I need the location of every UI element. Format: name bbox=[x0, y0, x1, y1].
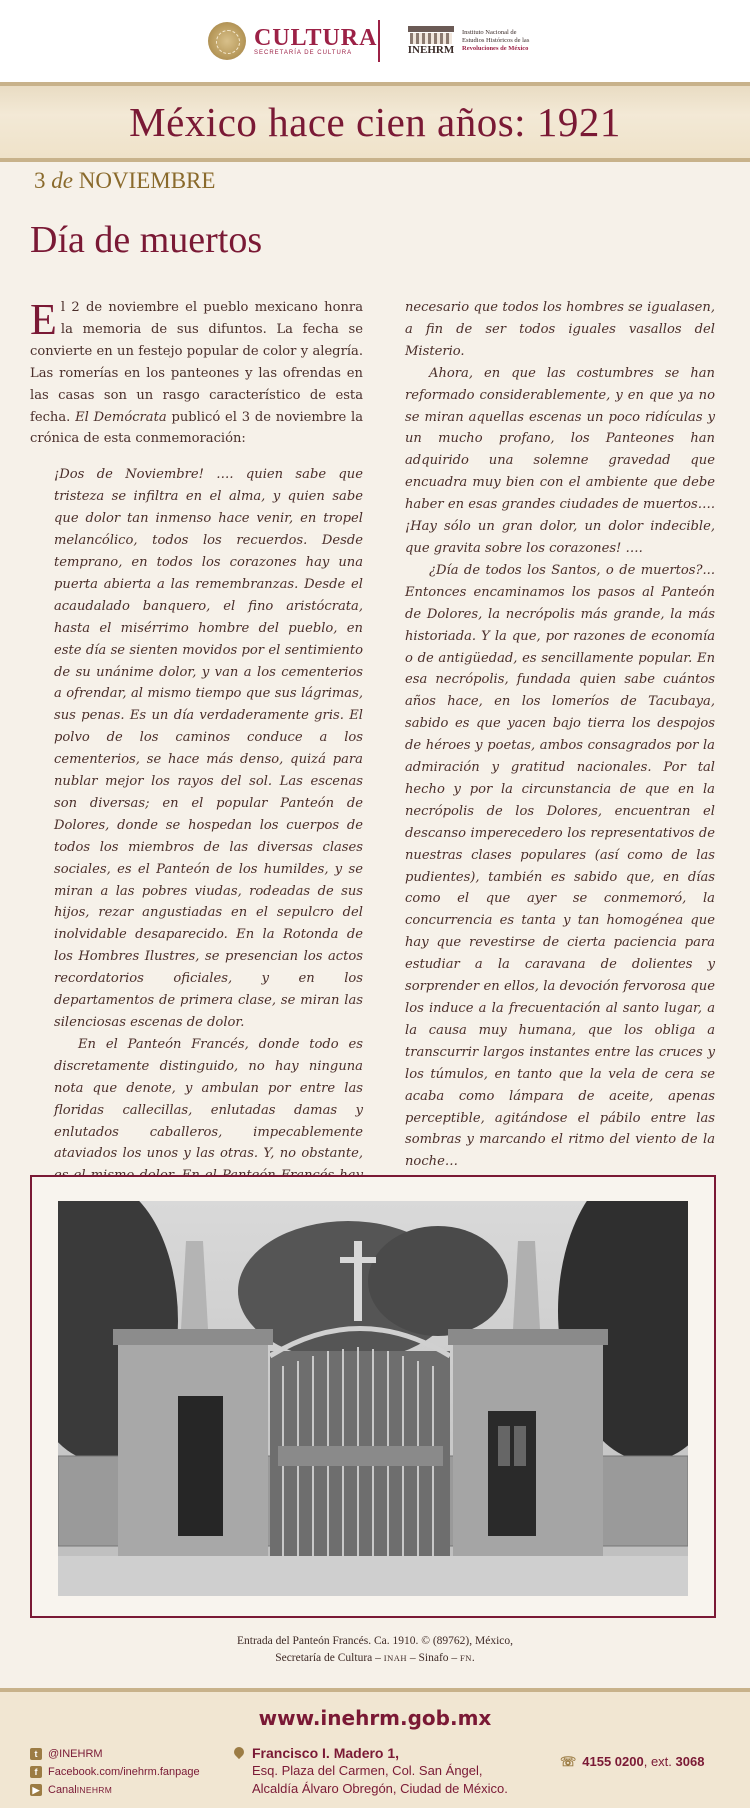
inehrm-line-1: Instituto Nacional de bbox=[462, 29, 517, 36]
facebook-link[interactable] bbox=[30, 1763, 200, 1781]
drop-cap: E bbox=[30, 295, 57, 344]
inehrm-logo-text: INEHRM bbox=[407, 44, 455, 56]
inehrm-logo-subtext bbox=[462, 29, 529, 53]
address-line-2: Esq. Plaza del Carmen, Col. San Ángel, bbox=[252, 1763, 483, 1778]
address-block bbox=[252, 1744, 508, 1798]
quote-paragraph-4: ¿Día de todos los Santos, o de muertos?... Entonces encaminamos los pasos al Panteón de Dolores, la necrópolis más grande, la más historiada. Y la que, por razones de economía o de antigüedad, es sencillamente popular. En esa necrópolis, fundada quien sabe cuántos años hace, en los lomeríos de Tacubaya, sabido es que yacen bajo tierra los despojos de héroes y poetas, ambos consagrados por la admiración y gratitud nacionales. Por tal hecho y por la circunstancia de que en la necrópolis de los Dolores, encuentran el descanso imperecedero los representativos de nuestras clases populares (así como de las pudientes), también es sabido que, en días como el que ayer se conmemoró, la concurrencia es tanta y tan homogénea que hay que revestirse de cierta paciencia para estudiar a la caravana de dolientes y sorprender en ellos, la devoción fervorosa que los induce a la frecuentación al santo lugar, a la causa muy humana, que los obliga a transcurrir largos instantes entre las cruces y los túmulos, en tanto que la vela de cera se acaba como lámpara de aceite, apenas perceptible, agitándose el pábilo entre las sombras y marcando el ritmo del viento de la noche… bbox=[405, 562, 715, 1170]
canal-name: INEHRM bbox=[76, 1785, 113, 1795]
intro-text-1: l 2 de noviembre el pueblo mexicano honra la memoria de sus difuntos. La fecha se convierte en un festejo popular de color y alegría. Las romerías en los panteones y las ofrendas en las casas son un rasgo característico de esta fecha. bbox=[30, 300, 363, 425]
quote-continuation: necesario que todos los hombres se igualasen, a fin de ser todos iguales vasallos del Misterio. bbox=[405, 300, 715, 359]
building-icon bbox=[406, 26, 456, 56]
phone-block[interactable] bbox=[560, 1754, 704, 1770]
quote-paragraph-1: ¡Dos de Noviembre! …. quien sabe que tristeza se infiltra en el alma, y quien sabe que dolor tan inmenso hace venir, en tropel melancólico, todos los recuerdos. Desde temprano, en todos los corazones hay una puerta abierta a las remembranzas. Desde el acaudalado banquero, el fino aristócrata, hasta el misérrimo hombre del pueblo, en este día se sienten movidos por el sentimiento de su unánime dolor, y van a los cementerios a ofrendar, al mismo tiempo que sus lágrimas, sus penas. Es un día verdaderamente gris. El polvo de los caminos conduce a los cementerios, se hace más denso, quizá para nublar mejor los rayos del sol. Las escenas son diversas; en el popular Panteón de Dolores, donde se hospedan los cuerpos de todos los miembros de las diversas clases sociales, es el Panteón de los humildes, y se miran a las pobres viudas, rodeadas de sus hijos, rezar angustiadas en el sepulcro del inolvidable desaparecido. En la Rotonda de los Hombres Ilustres, se presencian los actos recordatorios oficiales, y en los departamentos de primera clase, se miran las silenciosas escenas de dolor. bbox=[54, 467, 363, 1030]
national-seal-icon bbox=[208, 22, 246, 60]
caption-inah: INAH bbox=[383, 1653, 408, 1663]
left-column bbox=[30, 297, 363, 1319]
social-links bbox=[30, 1745, 200, 1799]
cultura-logo[interactable] bbox=[208, 22, 377, 60]
youtube-icon: ▶ bbox=[30, 1784, 42, 1796]
cemetery-gate-photo bbox=[58, 1201, 688, 1596]
photo-caption bbox=[0, 1633, 750, 1667]
caption-line-2b: – Sinafo – bbox=[407, 1652, 461, 1664]
website-link[interactable]: www.inehrm.gob.mx bbox=[258, 1706, 492, 1730]
quote-paragraph-2: En el Panteón Francés, donde todo es discretamente distinguido, no hay ninguna nota que denote, y ambulan por entre las floridas callecillas, enlutadas damas y enlutados caballeros, impecablemente ataviados los unos y las otras. Y, no obstante, bbox=[54, 1036, 363, 1162]
newspaper-name: El Demócrata bbox=[75, 409, 167, 425]
twitter-icon: t bbox=[30, 1748, 42, 1760]
youtube-link[interactable] bbox=[30, 1781, 200, 1799]
twitter-link[interactable] bbox=[30, 1745, 200, 1763]
header-bar bbox=[0, 0, 750, 82]
twitter-handle: @INEHRM bbox=[48, 1748, 103, 1760]
caption-line-2a: Secretaría de Cultura – bbox=[275, 1652, 384, 1664]
page-title: México hace cien años: 1921 bbox=[129, 99, 621, 145]
inehrm-line-3: Revoluciones de México bbox=[462, 45, 529, 52]
intro-text-2: publicó el 3 de noviembre la crónica de esta conmemoración: bbox=[30, 409, 364, 447]
quote-paragraph-3: Ahora, en que las costumbres se han reformado considerablemente, y en que ya no se miran aquellas escenas un poco ridículas y un mucho profano, los Panteones han adquirido una solemne gravedad que encuadra muy bien con el ambiente que debe haber en esas grandes ciudades de muertos…. ¡Hay sólo un gran dolor, un dolor indecible, que gravita sobre los corazones! …. bbox=[405, 365, 715, 556]
cemetery-gate-image bbox=[58, 1201, 688, 1596]
inehrm-logo[interactable] bbox=[406, 26, 529, 56]
date-label bbox=[34, 168, 215, 194]
footer bbox=[0, 1688, 750, 1808]
phone-number: 4155 0200 bbox=[582, 1754, 644, 1769]
photo-frame bbox=[30, 1175, 716, 1618]
caption-line-2c: . bbox=[471, 1652, 475, 1664]
facebook-icon: f bbox=[30, 1766, 42, 1778]
intro-paragraph bbox=[30, 297, 363, 450]
inehrm-line-2: Estudios Históricos de las bbox=[462, 37, 530, 44]
caption-line-2 bbox=[0, 1650, 750, 1667]
phone-ext: 3068 bbox=[675, 1754, 705, 1769]
address-line-1: Francisco I. Madero 1, bbox=[252, 1745, 400, 1761]
caption-fn: FN bbox=[460, 1653, 472, 1663]
facebook-url: Facebook.com/inehrm.fanpage bbox=[48, 1766, 200, 1778]
logo-divider bbox=[378, 20, 380, 62]
address-line-3: Alcaldía Álvaro Obregón, Ciudad de México. bbox=[252, 1781, 508, 1796]
article-subtitle: Día de muertos bbox=[30, 219, 263, 261]
canal-label: Canal bbox=[48, 1784, 77, 1796]
cultura-logo-text: CULTURA bbox=[254, 25, 378, 51]
phone-icon: ☏ bbox=[560, 1754, 577, 1769]
right-column bbox=[405, 297, 715, 1289]
date-month: NOVIEMBRE bbox=[78, 168, 216, 193]
title-band bbox=[0, 82, 750, 162]
cultura-logo-subtext: SECRETARÍA DE CULTURA bbox=[254, 50, 353, 56]
location-pin-icon bbox=[232, 1745, 246, 1759]
date-day: 3 bbox=[34, 168, 46, 193]
phone-ext-label: , ext. bbox=[643, 1754, 676, 1769]
date-de: de bbox=[51, 168, 73, 193]
caption-line-1: Entrada del Panteón Francés. Ca. 1910. © (89762), México, bbox=[236, 1635, 514, 1647]
